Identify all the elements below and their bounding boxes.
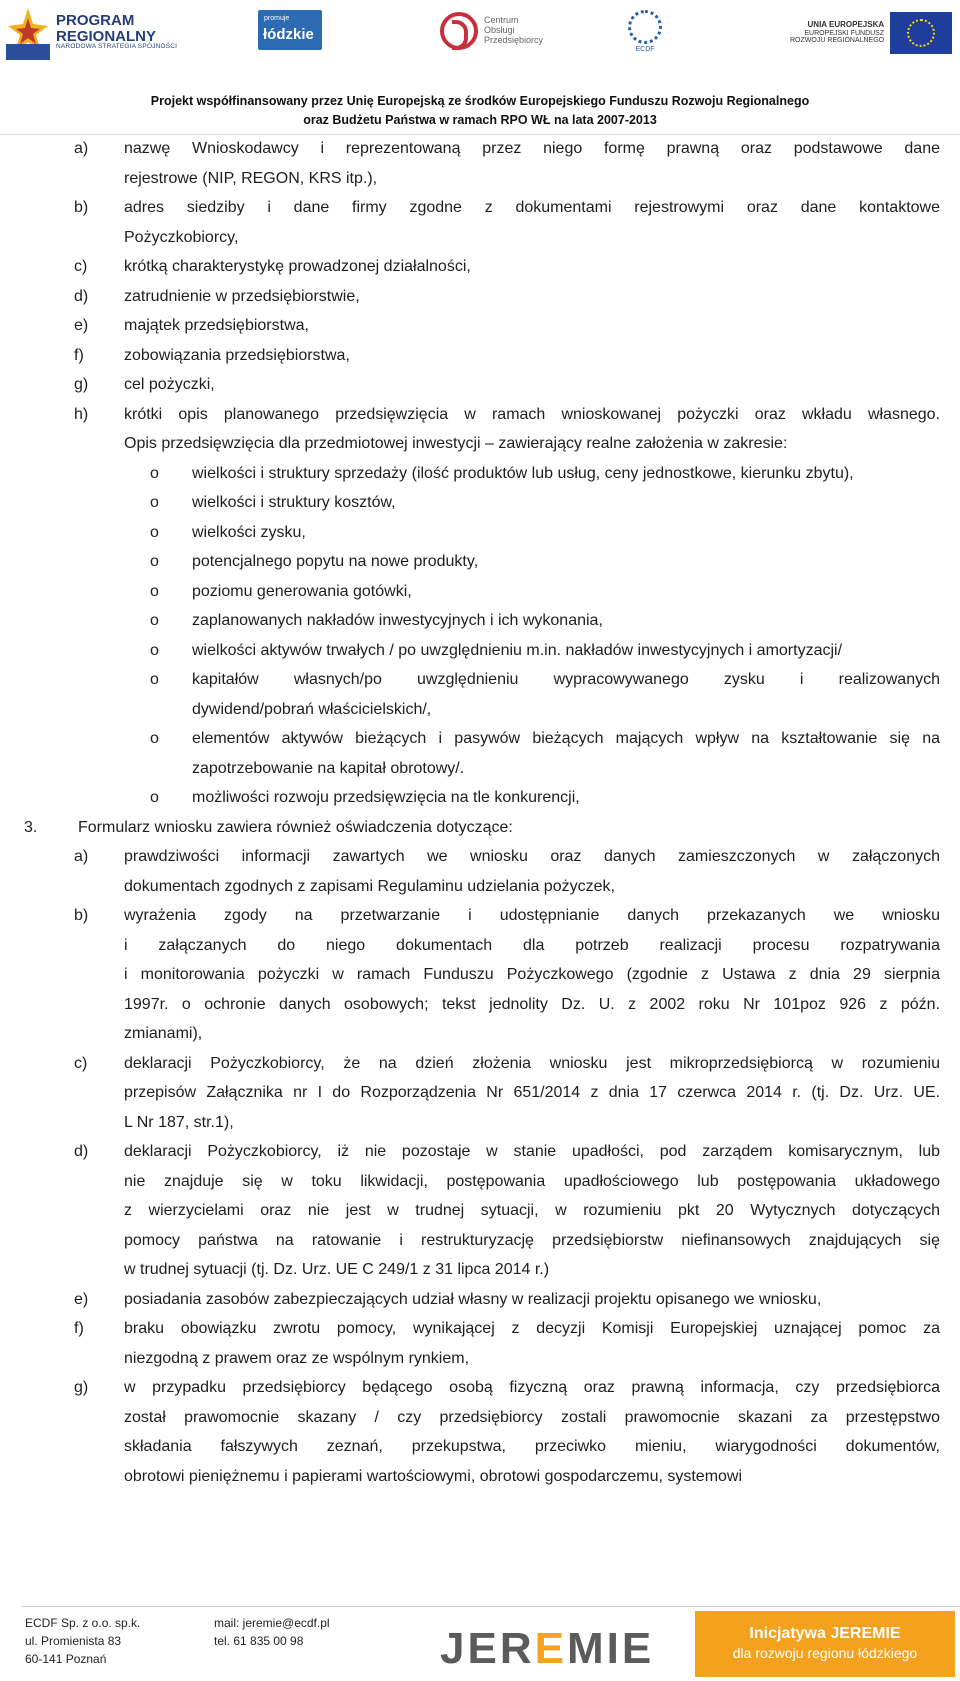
list-marker: f) <box>74 1320 84 1337</box>
list-item-line: obrotowi pieniężnemu i papierami wartościowymi, obrotowi gospodarczemu, systemowi <box>124 1467 743 1485</box>
list-marker: o <box>150 494 159 511</box>
list-item-line: cel pożyczki, <box>124 376 215 393</box>
list-item-line: składania fałszywych zeznań, przekupstwa, przeciwko mieniu, wiarygodności dokumentów, <box>124 1438 940 1455</box>
list-item-line: zaplanowanych nakładów inwestycyjnych i ich wykonania, <box>192 612 603 629</box>
list-marker: e) <box>74 317 89 334</box>
list-marker: g) <box>74 1379 89 1396</box>
list-item-line: kapitałów własnych/po uwzględnieniu wypracowywanego zysku i realizowanych <box>192 671 940 688</box>
list-item-line: deklaracji Pożyczkobiorcy, że na dzień złożenia wniosku jest mikroprzedsiębiorcą w rozumieniu <box>124 1054 940 1072</box>
list-item-line: adres siedziby i dane firmy zgodne z dokumentami rejestrowymi oraz dane kontaktowe <box>124 199 940 216</box>
list-item-line: wielkości aktywów trwałych / po uwzględnieniu m.in. nakładów inwestycyjnych i amortyzacji/ <box>192 641 843 659</box>
cop-emblem-icon <box>440 12 478 50</box>
jeremie-box-subtitle: dla rozwoju regionu łódzkiego <box>732 1645 918 1661</box>
jeremie-initiative-box <box>695 1611 955 1677</box>
list-item-line: zapotrzebowanie na kapitał obrotowy/. <box>192 759 465 777</box>
list-item-line: i monitorowania pożyczki w ramach Funduszu Pożyczkowego (zgodnie z Ustawa z dnia 29 sierpnia <box>124 966 940 983</box>
program-line1: PROGRAM <box>56 11 135 29</box>
list-item-line: deklaracji Pożyczkobiorcy, iż nie pozostaje w stanie upadłości, pod zarządem komisarycznym, lub <box>124 1143 940 1160</box>
funding-line1: Projekt współfinansowany przez Unię Europejską ze środków Europejskiego Funduszu Rozwoju Regionalnego <box>150 94 810 108</box>
list-item-line: niezgodną z prawem oraz ze wspólnym rynkiem, <box>124 1349 470 1367</box>
list-marker: f) <box>74 346 84 364</box>
nss-star-icon <box>6 4 50 60</box>
footer-city: 60-141 Poznań <box>25 1652 107 1666</box>
list-item-line: zatrudnienie w przedsiębiorstwie, <box>124 287 360 305</box>
list-item-line: dywidend/pobrań właścicielskich/, <box>192 700 432 718</box>
list-marker: o <box>150 582 159 600</box>
page-footer <box>0 1606 960 1681</box>
list-item-line: rejestrowe (NIP, REGON, KRS itp.), <box>124 169 378 187</box>
list-item-line: z wierzycielami oraz nie jest w trudnej sytuacji, w rozumieniu pkt 20 Wytycznych dotyczących <box>124 1202 940 1219</box>
eu-line1: UNIA EUROPEJSKA <box>807 19 885 29</box>
jeremie-left: JER <box>440 1624 535 1673</box>
cop-logo <box>440 12 543 50</box>
eu-line3: ROZWOJU REGIONALNEGO <box>790 37 885 45</box>
list-item-line: możliwości rozwoju przedsięwzięcia na tle konkurencji, <box>192 789 580 806</box>
footer-divider <box>22 1606 960 1607</box>
list-marker: c) <box>74 1054 88 1072</box>
list-item-line: wielkości zysku, <box>192 523 306 541</box>
list-item-line: poziomu generowania gotówki, <box>192 582 412 600</box>
jeremie-box-title: Inicjatywa JEREMIE <box>749 1625 901 1642</box>
list-item-line: Opis przedsięwzięcia dla przedmiotowej inwestycji – zawierający realne założenia w zakresie: <box>124 435 788 452</box>
list-marker: o <box>150 789 159 806</box>
list-item-line: braku obowiązku zwrotu pomocy, wynikającej z decyzji Komisji Europejskiej uznającej pomoc za <box>124 1320 940 1337</box>
point-marker: 3. <box>24 818 38 836</box>
list-item-line: zobowiązania przedsiębiorstwa, <box>124 346 350 364</box>
list-item-line: krótki opis planowanego przedsięwzięcia w ramach wnioskowanej pożyczki oraz wkładu własnego. <box>124 405 940 423</box>
eu-flag-icon <box>890 12 952 54</box>
program-line3: NARODOWA STRATEGIA SPÓJNOŚCI <box>56 43 178 51</box>
list-item-line: pomocy państwa na ratowanie i restrukturyzację przedsiębiorstw niefinansowych znajdujących się <box>124 1231 940 1249</box>
list-marker: c) <box>74 258 88 275</box>
list-item-line: wyrażenia zgody na przetwarzanie i udostępnianie danych przekazanych we wniosku <box>124 907 940 924</box>
jeremie-right: MIE <box>566 1624 655 1673</box>
jeremie-logo <box>440 1624 654 1674</box>
list-item-line: L Nr 187, str.1), <box>124 1113 234 1131</box>
list-marker: e) <box>74 1290 89 1308</box>
footer-address <box>25 1614 140 1668</box>
program-line2: REGIONALNY <box>56 27 157 45</box>
eu-line2: EUROPEJSKI FUNDUSZ <box>804 29 885 37</box>
cop-line2: Obsługi <box>484 25 515 36</box>
list-item-line: i załączanych do niego dokumentach dla potrzeb realizacji procesu rozpatrywania <box>124 936 940 954</box>
page-header <box>0 0 960 140</box>
list-item-line: Pożyczkobiorcy, <box>124 228 239 246</box>
funding-statement <box>0 92 960 130</box>
list-marker: o <box>150 553 159 570</box>
list-item-line: przepisów Załącznika nr I do Rozporządzenia Nr 651/2014 z dnia 17 czerwca 2014 r. (tj. Dz. Urz. UE. <box>124 1084 940 1101</box>
ecdf-label: ECDF <box>635 46 655 53</box>
list-item-line: krótką charakterystykę prowadzonej działalności, <box>124 258 471 275</box>
ecdf-logo <box>628 10 662 53</box>
list-item-line: nie znajduje się w toku likwidacji, postępowania upadłościowego lub postępowania układowego <box>124 1172 940 1190</box>
footer-email: mail: jeremie@ecdf.pl <box>214 1616 330 1630</box>
list-marker: b) <box>74 199 89 216</box>
list-item-line: w trudnej sytuacji (tj. Dz. Urz. UE C 249/1 z 31 lipca 2014 r.) <box>124 1261 550 1278</box>
list-marker: o <box>150 612 159 629</box>
list-item-line: zmianami), <box>124 1025 203 1042</box>
point-heading: Formularz wniosku zawiera również oświadczenia dotyczące: <box>78 818 513 836</box>
footer-street: ul. Promienista 83 <box>25 1634 122 1648</box>
list-marker: g) <box>74 376 89 393</box>
jeremie-mid: E <box>534 1624 567 1673</box>
list-marker: b) <box>74 907 89 924</box>
list-marker: o <box>150 464 159 482</box>
list-marker: d) <box>74 287 89 305</box>
lodzkie-big: łódzkie <box>263 26 314 43</box>
list-item-line: został prawomocnie skazany / czy przedsiębiorcy zostali prawomocnie skazani za przestępstwo <box>124 1408 940 1426</box>
lodzkie-small: promuje <box>264 15 290 22</box>
list-marker: o <box>150 730 159 747</box>
list-marker: o <box>150 641 159 659</box>
list-item-line: dokumentach zgodnych z zapisami Regulaminu udzielania pożyczek, <box>124 877 615 895</box>
list-item-line: w przypadku przedsiębiorcy będącego osobą fizyczną oraz prawną informacja, czy przedsiębiorca <box>124 1379 940 1396</box>
list-marker: d) <box>74 1143 89 1160</box>
eu-logo <box>790 12 952 54</box>
list-item-line: 1997r. o ochronie danych osobowych; tekst jednolity Dz. U. z 2002 roku Nr 101poz 926 z późn. <box>124 995 940 1013</box>
list-item-line: wielkości i struktury sprzedaży (ilość produktów lub usług, ceny jednostkowe, kierunku zbytu), <box>192 464 854 482</box>
ecdf-ring-icon <box>628 10 662 44</box>
list-marker: a) <box>74 848 89 865</box>
cop-line1: Centrum <box>484 15 519 26</box>
list-marker: h) <box>74 405 89 423</box>
logo-row <box>0 0 960 86</box>
list-marker: o <box>150 523 159 541</box>
footer-company: ECDF Sp. z o.o. sp.k. <box>25 1616 141 1630</box>
list-item-line: prawdziwości informacji zawartych we wniosku oraz danych zamieszczonych w załączonych <box>124 848 940 865</box>
funding-line2: oraz Budżetu Państwa w ramach RPO WŁ na lata 2007-2013 <box>303 113 657 127</box>
list-marker: o <box>150 671 159 688</box>
list-item-line: elementów aktywów bieżących i pasywów bieżących mających wpływ na kształtowanie się na <box>192 730 940 747</box>
list-marker: a) <box>74 140 89 157</box>
list-item-line: wielkości i struktury kosztów, <box>192 494 396 511</box>
list-item-line: potencjalnego popytu na nowe produkty, <box>192 553 479 570</box>
list-item-line: posiadania zasobów zabezpieczających udział własny w realizacji projektu opisanego we wniosku, <box>124 1290 822 1308</box>
list-item-line: nazwę Wnioskodawcy i reprezentowaną przez niego formę prawną oraz podstawowe dane <box>124 140 940 157</box>
program-regionalny-logo <box>6 4 177 60</box>
lodzkie-logo <box>258 10 322 50</box>
cop-line3: Przedsiębiorcy <box>484 34 544 45</box>
list-item-line: majątek przedsiębiorstwa, <box>124 317 309 334</box>
footer-phone: tel. 61 835 00 98 <box>214 1634 304 1648</box>
footer-contact <box>214 1614 330 1650</box>
